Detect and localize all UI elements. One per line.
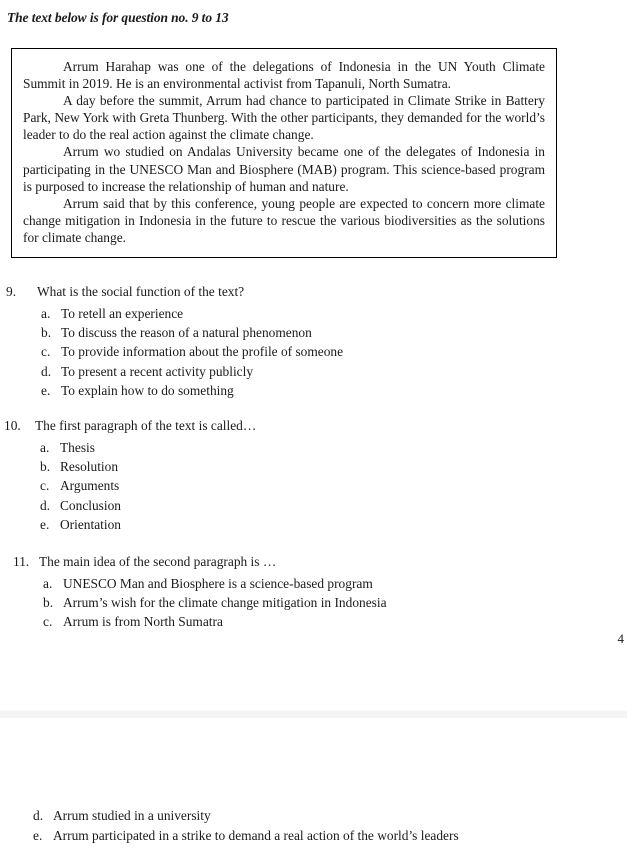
question-stem-9	[6, 282, 606, 302]
reading-passage-box	[11, 48, 557, 258]
question-stem-text-9: What is the social function of the text?	[37, 284, 245, 299]
option-11-c[interactable]	[43, 612, 613, 631]
option-list-11-continued	[33, 806, 459, 846]
option-text: To retell an experience	[61, 305, 184, 321]
option-letter: d.	[41, 363, 52, 379]
option-list-11	[43, 574, 613, 632]
document-page-2	[0, 718, 627, 856]
option-10-b[interactable]	[40, 457, 604, 476]
option-letter: e.	[40, 517, 50, 533]
option-letter: b.	[40, 458, 51, 474]
option-text: Arrum’s wish for the climate change mitigation in Indonesia	[63, 594, 387, 610]
option-letter: a.	[41, 305, 51, 321]
option-letter: e.	[33, 828, 43, 843]
passage-paragraph-2: A day before the summit, Arrum had chance to participated in Climate Strike in Battery Park, New York with Greta Thunberg. With the other participants, they demanded for the world’s leader to do the real action against the climate change.	[23, 93, 545, 143]
option-11-b[interactable]	[43, 593, 613, 612]
option-letter: e.	[41, 383, 51, 399]
question-stem-text-10: The first paragraph of the text is called…	[35, 418, 257, 433]
option-10-d[interactable]	[40, 496, 604, 515]
question-stem-11	[13, 552, 613, 572]
option-10-a[interactable]	[40, 438, 604, 457]
option-text: UNESCO Man and Biosphere is a science-based program	[63, 575, 373, 591]
question-number-9: 9.	[6, 284, 17, 299]
option-letter: b.	[41, 324, 52, 340]
option-9-d[interactable]	[41, 362, 606, 381]
reading-passage-text	[12, 49, 556, 246]
option-10-c[interactable]	[40, 476, 604, 495]
option-text: To discuss the reason of a natural phenomenon	[61, 324, 312, 340]
passage-paragraph-1: Arrum Harahap was one of the delegations of Indonesia in the UN Youth Climate Summit in 2019. He is an environmental activist from Tapanuli, North Sumatra.	[23, 59, 545, 92]
option-letter: a.	[40, 439, 50, 455]
option-letter: d.	[33, 808, 44, 823]
question-stem-10	[4, 416, 604, 436]
option-text: To present a recent activity publicly	[61, 363, 254, 379]
question-number-11: 11.	[13, 554, 30, 569]
option-text: Arrum is from North Sumatra	[63, 614, 223, 630]
option-text: To explain how to do something	[61, 383, 234, 399]
option-11-d[interactable]	[33, 806, 459, 826]
option-9-b[interactable]	[41, 323, 606, 342]
option-text: Conclusion	[60, 497, 122, 513]
question-block-11	[13, 552, 613, 632]
option-text: Arrum participated in a strike to demand a real action of the world’s leaders	[53, 828, 459, 843]
option-letter: c.	[43, 614, 53, 630]
option-9-e[interactable]	[41, 381, 606, 400]
option-letter: b.	[43, 594, 54, 610]
option-text: Orientation	[60, 517, 121, 533]
question-number-10: 10.	[4, 418, 21, 433]
option-10-e[interactable]	[40, 515, 604, 534]
page-number: 4	[617, 631, 624, 646]
question-block-9	[6, 282, 606, 401]
option-9-a[interactable]	[41, 304, 606, 323]
option-text: Resolution	[60, 458, 119, 474]
option-letter: d.	[40, 497, 51, 513]
option-text: Arguments	[60, 478, 120, 494]
question-block-10	[4, 416, 604, 535]
option-letter: c.	[41, 344, 51, 360]
page-break-divider	[0, 711, 627, 718]
option-list-9	[41, 304, 606, 401]
passage-paragraph-4: Arrum said that by this conference, young people are expected to concern more climate change mitigation in Indonesia in the future to rescue the various biodiversities as the solutions for climate change.	[23, 195, 545, 245]
option-text: Thesis	[60, 439, 95, 455]
option-11-a[interactable]	[43, 574, 613, 593]
passage-paragraph-3: Arrum wo studied on Andalas University became one of the delegates of Indonesia in participating in the UNESCO Man and Biosphere (MAB) program. This science-based program is purposed to increase the relationship of human and nature.	[23, 144, 545, 194]
option-letter: a.	[43, 575, 53, 591]
option-text: Arrum studied in a university	[53, 808, 211, 823]
passage-prompt-heading: The text below is for question no. 9 to 13	[7, 10, 229, 25]
option-11-e[interactable]	[33, 826, 459, 846]
option-list-10	[40, 438, 604, 535]
option-text: To provide information about the profile of someone	[61, 344, 344, 360]
option-9-c[interactable]	[41, 342, 606, 361]
question-stem-text-11: The main idea of the second paragraph is …	[39, 554, 277, 569]
option-letter: c.	[40, 478, 50, 494]
